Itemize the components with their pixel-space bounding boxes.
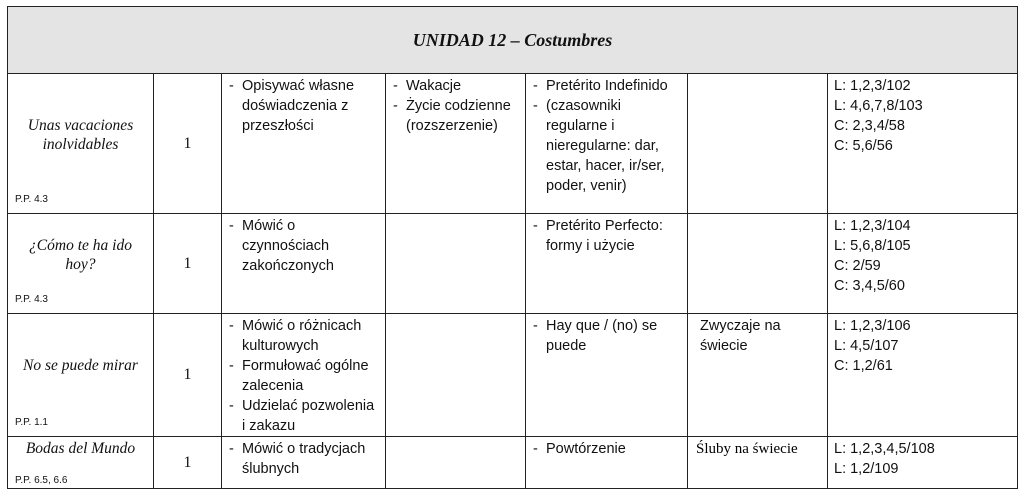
topic-cell (8, 214, 154, 314)
references-cell (828, 214, 1018, 314)
vocabulary-list (392, 76, 519, 136)
functions-cell (222, 74, 386, 214)
grammar-cell (526, 214, 688, 314)
grammar-cell (526, 314, 688, 437)
functions-list-item: - Mówić o różnicach kulturowych (228, 316, 379, 356)
hours-cell: 1 (154, 214, 222, 314)
reference-line: L: 1,2/109 (834, 461, 899, 477)
functions-list-item: - Opisywać własne doświadczenia z przeszłości (228, 76, 379, 136)
lesson-plan-document (7, 6, 1017, 489)
functions-list (228, 439, 379, 479)
reference-line: L: 1,2,3/104 (834, 218, 911, 234)
reference-line: L: 4,6,7,8/103 (834, 98, 923, 114)
lesson-row (8, 74, 1018, 214)
functions-list-item: - Udzielać pozwolenia i zakazu (228, 396, 379, 436)
lesson-row (8, 314, 1018, 437)
references-cell (828, 74, 1018, 214)
hours-cell: 1 (154, 314, 222, 437)
functions-list-item: - Formułować ogólne zalecenia (228, 356, 379, 396)
functions-cell (222, 214, 386, 314)
functions-cell (222, 437, 386, 489)
hours-cell: 1 (154, 74, 222, 214)
topic-cell (8, 314, 154, 437)
vocabulary-cell (386, 74, 526, 214)
grammar-list (532, 439, 681, 459)
reference-line: C: 2,3,4/58 (834, 118, 905, 134)
functions-list (228, 76, 379, 136)
reference-line: L: 1,2,3/106 (834, 318, 911, 334)
reference-line: L: 4,5/107 (834, 338, 899, 354)
vocabulary-cell (386, 214, 526, 314)
grammar-list (532, 316, 681, 356)
lesson-topic: ¿Cómo te ha ido hoy? (29, 237, 132, 273)
vocabulary-cell (386, 437, 526, 489)
culture-cell: Zwyczaje na świecie (688, 314, 828, 437)
grammar-list (532, 216, 681, 256)
reference-line: L: 1,2,3,4,5/108 (834, 441, 935, 457)
lesson-topic: Bodas del Mundo (25, 440, 136, 457)
culture-cell (688, 214, 828, 314)
title-row (8, 7, 1018, 74)
functions-list (228, 216, 379, 276)
grammar-cell (526, 437, 688, 489)
lesson-plan-table (7, 6, 1018, 489)
grammar-list (532, 76, 681, 196)
vocabulary-list-item: - Życie codzienne (rozszerzenie) (392, 96, 519, 136)
functions-list (228, 316, 379, 436)
culture-cell: Śluby na świecie (688, 437, 828, 489)
lesson-topic: Unas vacaciones inolvidables (27, 117, 134, 153)
functions-list-item: - Mówić o tradycjach ślubnych (228, 439, 379, 479)
culture-cell (688, 74, 828, 214)
functions-cell (222, 314, 386, 437)
lesson-topic: No se puede mirar (23, 356, 138, 374)
curriculum-reference: P.P. 6.5, 6.6 (15, 475, 68, 486)
grammar-list-item: - (czasowniki regularne i nieregularne: dar, estar, hacer, ir/ser, poder, venir) (532, 96, 681, 196)
lesson-row (8, 437, 1018, 489)
curriculum-reference: P.P. 1.1 (15, 417, 48, 428)
curriculum-reference: P.P. 4.3 (15, 194, 48, 205)
grammar-list-item: - Pretérito Indefinido (532, 76, 681, 96)
reference-line: C: 3,4,5/60 (834, 278, 905, 294)
grammar-cell (526, 74, 688, 214)
vocabulary-list-item: - Wakacje (392, 76, 519, 96)
topic-cell (8, 437, 154, 489)
reference-line: C: 1,2/61 (834, 358, 893, 374)
hours-cell: 1 (154, 437, 222, 489)
topic-cell (8, 74, 154, 214)
reference-line: L: 5,6,8/105 (834, 238, 911, 254)
references-cell (828, 437, 1018, 489)
unit-title: UNIDAD 12 – Costumbres (8, 7, 1018, 74)
functions-list-item: - Mówić o czynnościach zakończonych (228, 216, 379, 276)
lesson-row (8, 214, 1018, 314)
reference-line: L: 1,2,3/102 (834, 78, 911, 94)
reference-line: C: 5,6/56 (834, 138, 893, 154)
references-cell (828, 314, 1018, 437)
grammar-list-item: - Powtórzenie (532, 439, 681, 459)
vocabulary-cell (386, 314, 526, 437)
grammar-list-item: - Hay que / (no) se puede (532, 316, 681, 356)
curriculum-reference: P.P. 4.3 (15, 294, 48, 305)
reference-line: C: 2/59 (834, 258, 881, 274)
grammar-list-item: - Pretérito Perfecto: formy i użycie (532, 216, 681, 256)
